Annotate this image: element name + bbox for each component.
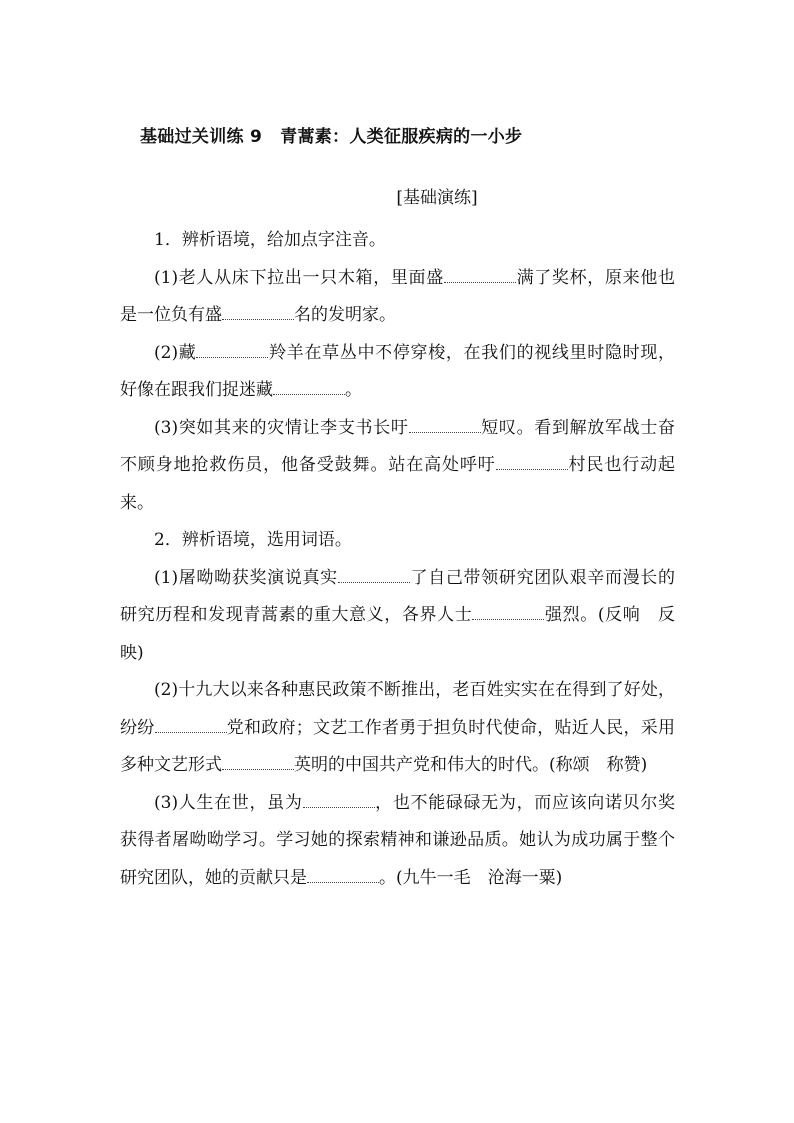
q1-1-text-a: (1)老人从床下拉出一只木箱，里面盛 (154, 267, 444, 288)
page-title (140, 122, 522, 147)
exercise-body (120, 222, 675, 897)
question-2-item-3 (120, 785, 675, 898)
q1-2-text-c: 。 (345, 380, 362, 400)
title-topic: 青蒿素：人类征服疾病的一小步 (280, 127, 523, 147)
q1-3-text-b: 短叹。看到解放军战士奋不顾身地抢救伤员，他备受鼓舞。站在高处呼吁 (120, 417, 676, 475)
q1-3-text-a: (3)突如其来的灾情让李支书长吁 (154, 417, 409, 438)
answer-blank[interactable] (444, 281, 516, 283)
q2-1-text-a: (1)屠呦呦获奖演说真实 (154, 567, 338, 588)
answer-blank[interactable] (155, 731, 227, 733)
q1-3-text-c: 村民也行动起来。 (120, 455, 676, 513)
question-2-prompt: 2．辨析语境，选用词语。 (154, 530, 352, 550)
question-1-item-1 (120, 260, 675, 335)
q2-1-text-c: 强烈。(反响 反映) (120, 605, 675, 663)
q2-3-text-a: (3)人生在世，虽为 (154, 792, 303, 813)
question-1-prompt: 1．辨析语境，给加点字注音。 (154, 230, 386, 250)
question-2-item-2 (120, 672, 675, 785)
answer-blank[interactable] (222, 768, 294, 770)
q2-2-text-c: 英明的中国共产党和伟大的时代。(称颂 称赞) (294, 755, 648, 775)
title-lesson: 基础过关训练 9 (140, 127, 263, 147)
q2-2-text-a: (2)十九大以来各种惠民政策不断推出，老百姓实实在在得到了好处，纷纷 (120, 680, 675, 738)
question-1-item-2 (120, 335, 675, 410)
q2-2-text-b: 党和政府；文艺工作者勇于担负时代使命，贴近人民，采用多种文艺形式 (120, 717, 675, 775)
answer-blank[interactable] (196, 356, 268, 358)
section-heading: [基础演练] (396, 188, 478, 208)
q1-2-text-b: 羚羊在草丛中不停穿梭，在我们的视线里时隐时现，好像在跟我们捉迷藏 (120, 342, 675, 400)
q1-1-text-b: 满了奖杯，原来他也是一位负有盛 (120, 267, 675, 325)
answer-blank[interactable] (496, 468, 568, 470)
answer-blank[interactable] (273, 393, 345, 395)
answer-blank[interactable] (472, 618, 544, 620)
answer-blank[interactable] (303, 806, 375, 808)
q2-3-text-c: 。(九牛一毛 沧海一粟) (379, 867, 563, 888)
answer-blank[interactable] (222, 318, 294, 320)
q2-1-text-b: 了自己带领研究团队艰辛而漫长的研究历程和发现青蒿素的重大意义，各界人士 (120, 567, 675, 625)
question-1-item-3 (120, 410, 675, 523)
answer-blank[interactable] (409, 431, 481, 433)
q1-2-text-a: (2)藏 (154, 342, 197, 363)
answer-blank[interactable] (338, 581, 410, 583)
q2-3-text-b: ，也不能碌碌无为，而应该向诺贝尔奖获得者屠呦呦学习。学习她的探索精神和谦逊品质。她认为成功属于整个研究团队，她的贡献只是 (120, 792, 675, 888)
answer-blank[interactable] (307, 881, 379, 883)
q1-1-text-c: 名的发明家。 (294, 305, 396, 325)
question-2-item-1 (120, 560, 675, 673)
